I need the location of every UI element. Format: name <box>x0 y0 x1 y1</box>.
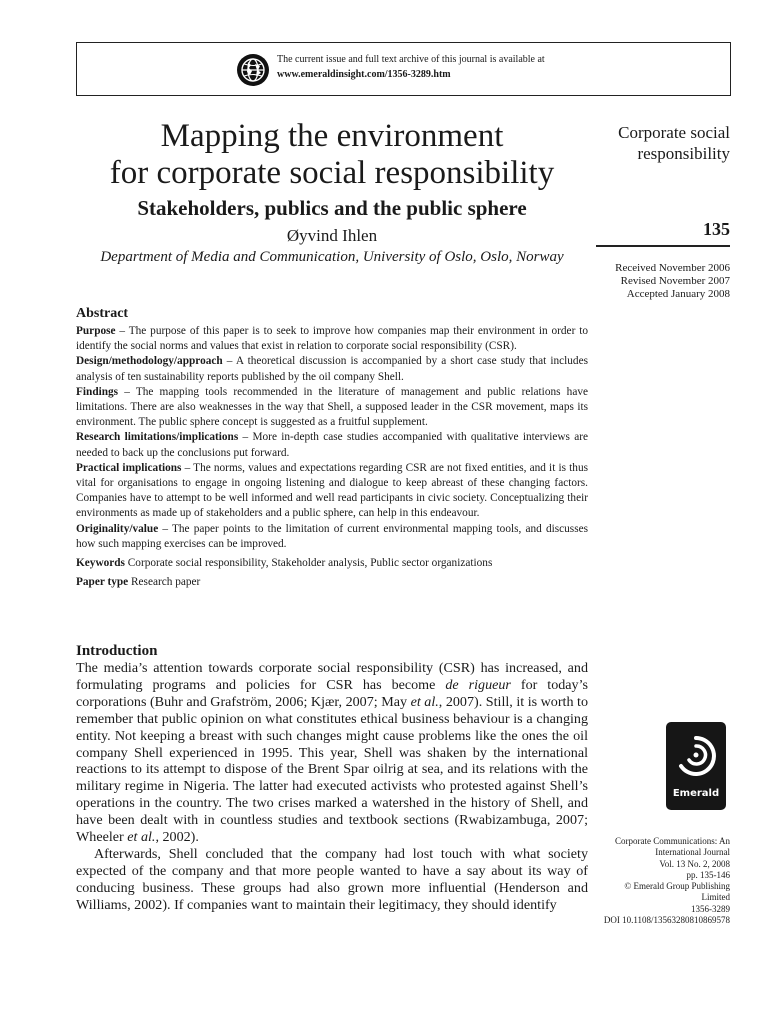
abstract-originality <box>76 522 588 552</box>
findings-label: Findings <box>76 385 119 398</box>
accepted-date: Accepted January 2008 <box>626 288 730 300</box>
intro-p1-text-a: The media’s attention towards corporate social responsibility (CSR) has increased, and formulating programs and policies for CSR has become <box>76 660 588 693</box>
intro-paragraph-2: Afterwards, Shell concluded that the company had lost touch with what society expected of the company and that more people wanted to have a say about its way of conducing business. These groups had also grown more influential (Henderson and Williams, 2002). If companies want to maintain their legitimacy, they should identify <box>76 845 588 913</box>
purpose-label: Purpose <box>76 325 116 337</box>
paper-title-line2: for corporate social responsibility <box>109 155 555 191</box>
purpose-text: – The purpose of this paper is to seek to improve how companies map their environment in order to identify the social norms and values that exist in relation to corporate social responsibility (CSR). <box>76 325 588 353</box>
author-name: Øyvind Ihlen <box>286 226 378 245</box>
intro-p1-text-e: , 2007). Still, it is worth to remember that public opinion on what constitutes ethical business behaviour is a changing entity. Not keeping a breast with such changes might cause problems like the ones the oil company Shell experienced in 1995. This year, Shell was shaken by the international reactions to its attempt to dispose of the Brent Spar oilrig at sea, and its relations with the military regime in Nigeria. The latter had executed activists who protested against Shell’s operations in the country. The two crises marked a watershed in the history of Shell, and have been dealt with in countless studies and textbook sections (Rwabizambuga, 2007; Wheeler <box>76 693 589 846</box>
abstract-section <box>76 305 588 590</box>
intro-p1-text-g: , 2002). <box>155 829 199 846</box>
author-affiliation: Department of Media and Communication, University of Oslo, Oslo, Norway <box>100 249 564 265</box>
intro-p1-text-c: for today’s corporations (Buhr and Grafström, 2006; Kjær, 2007; May <box>76 676 588 710</box>
availability-text: The current issue and full text archive of this journal is available at <box>277 54 545 65</box>
emerald-logo-icon <box>666 722 726 810</box>
keywords-label: Keywords <box>76 557 125 570</box>
journal-info-line: Vol. 13 No. 2, 2008 <box>659 858 730 869</box>
design-text: – A theoretical discussion is accompanied by a short case study that includes analysis of ten sustainability reports published by the oil company Shell. <box>76 355 588 383</box>
journal-info-line: International Journal <box>655 847 730 858</box>
journal-info-line: 1356-3289 <box>691 903 730 914</box>
journal-url-link[interactable]: www.emeraldinsight.com/1356-3289.htm <box>277 69 451 80</box>
paper-subtitle: Stakeholders, publics and the public sphere <box>137 196 527 220</box>
journal-info-line: Corporate Communications: An <box>615 836 730 846</box>
sidebar-divider <box>596 245 730 247</box>
journal-info-line: © Emerald Group Publishing Limited <box>624 881 730 903</box>
paper-title <box>76 118 588 192</box>
abstract-limitations <box>76 430 588 460</box>
intro-p1-italic-et-al-1: et al. <box>410 693 439 710</box>
publisher-logo-text: Emerald <box>672 788 720 799</box>
paper-title-line1: Mapping the environment <box>160 118 504 154</box>
abstract-heading: Abstract <box>76 306 129 321</box>
running-head <box>596 122 730 164</box>
introduction-section <box>76 642 588 914</box>
page-number: 135 <box>703 219 730 239</box>
abstract-purpose <box>76 324 588 354</box>
abstract-design <box>76 354 588 384</box>
running-head-line1: Corporate social <box>618 123 730 142</box>
journal-info-line: pp. 135-146 <box>686 869 730 880</box>
paper-type-text: Research paper <box>128 576 201 589</box>
intro-paragraph-1 <box>76 660 588 846</box>
introduction-heading: Introduction <box>76 643 158 659</box>
intro-p1-italic-de-rigueur: de rigueur <box>445 676 511 693</box>
journal-availability-box <box>76 42 731 96</box>
paper-type-label: Paper type <box>76 576 129 589</box>
abstract-findings <box>76 385 588 431</box>
practical-text: – The norms, values and expectations regarding CSR are not fixed entities, and it is thus vital for organisations to engage in ongoing listening and dialogue to keep abreast of these changing factors. Companies have to attempt to be well informed and well read participants in civic society. Conceptualizing their environments as made up of stakeholders and a public sphere, can help in this endeavour. <box>76 461 588 520</box>
paper-type <box>76 575 588 590</box>
limitations-text: – More in-depth case studies accompanied with qualitative interviews are needed to back up the conclusions put forward. <box>76 431 589 459</box>
received-date: Received November 2006 <box>615 262 730 274</box>
running-head-line2: responsibility <box>637 144 730 163</box>
intro-p1-italic-et-al-2: et al. <box>127 829 156 846</box>
submission-dates <box>596 262 730 301</box>
revised-date: Revised November 2007 <box>620 275 730 287</box>
findings-text: – The mapping tools recommended in the literature of management and public relations have limitations. There are also weaknesses in the way that Shell, a supposed leader in the CSR movement, maps its environment. The public sphere concept is suggested as a fruitful supplement. <box>76 385 588 429</box>
originality-text: – The paper points to the limitation of current environmental mapping tools, and discusses how such mapping exercises can be improved. <box>76 522 588 550</box>
title-block <box>76 118 588 267</box>
design-label: Design/methodology/approach <box>76 355 223 368</box>
keywords-text: Corporate social responsibility, Stakeholder analysis, Public sector organizations <box>124 557 493 570</box>
globe-icon <box>237 54 269 86</box>
originality-label: Originality/value <box>76 522 159 535</box>
abstract-practical <box>76 461 588 522</box>
keywords <box>76 556 588 571</box>
journal-citation-info <box>596 836 730 926</box>
practical-label: Practical implications <box>76 461 182 474</box>
journal-doi: DOI 10.1108/13563280810869578 <box>603 915 730 926</box>
limitations-label: Research limitations/implications <box>76 431 239 444</box>
